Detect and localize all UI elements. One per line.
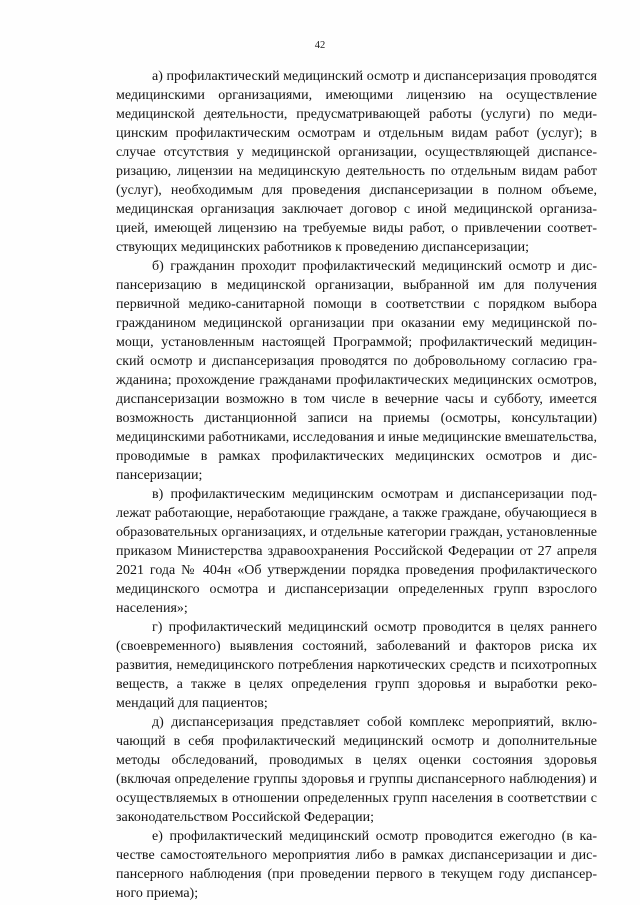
paragraph-a: а) профилактический медицинский осмотр и диспансеризация проводятся медицинскими организациями, имеющими лицензию на осуществление медицинской деятельности, предусматривающей работы (услуги) по медицинским профилактическим осмотрам и отдельным видам работ (услуг); в случае отсутствия у медицинской организации, осуществляющей диспансеризацию, лицензии на медицинскую деятельность по отдельным видам работ (услуг), необходимым для проведения диспансеризации в полном объеме, медицинская организация заключает договор с иной медицинской организацией, имеющей лицензию на требуемые виды работ, о привлечении соответствующих медицинских работников к проведению диспансеризации; xyxy=(116,69,597,255)
paragraph-d: д) диспансеризация представляет собой комплекс мероприятий, включающий в себя профилактический медицинский осмотр и дополнительные методы обследований, проводимых в целях оценки состояния здоровья (включая определение группы здоровья и группы диспансерного наблюдения) и осуществляемых в отношении определенных групп населения в соответствии с законодательством Российской Федерации; xyxy=(116,715,597,825)
page-number: 42 xyxy=(314,40,326,51)
paragraph-e: е) профилактический медицинский осмотр проводится ежегодно (в качестве самостоятельного мероприятия либо в рамках диспансеризации и диспансерного наблюдения (при проведении первого в текущем году диспансерного приема); xyxy=(116,829,597,901)
paragraph-g: г) профилактический медицинский осмотр проводится в целях раннего (своевременного) выявления состояний, заболеваний и факторов риска их развития, немедицинского потребления наркотических средств и психотропных веществ, а также в целях определения групп здоровья и выработки рекомендаций для пациентов; xyxy=(116,620,597,711)
document-body xyxy=(116,67,597,903)
paragraph-b: б) гражданин проходит профилактический медицинский осмотр и диспансеризацию в медицинской организации, выбранной им для получения первичной медико-санитарной помощи в соответствии с порядком выбора гражданином медицинской организации при оказании ему медицинской помощи, установленным настоящей Программой; профилактический медицинский осмотр и диспансеризация проводятся по добровольному согласию гражданина; прохождение гражданами профилактических медицинских осмотров, диспансеризации возможно в том числе в вечерние часы и субботу, имеется возможность дистанционной записи на приемы (осмотры, консультации) медицинскими работниками, исследования и иные медицинские вмешательства, проводимые в рамках профилактических медицинских осмотров и диспансеризации; xyxy=(116,259,597,483)
paragraph-v: в) профилактическим медицинским осмотрам и диспансеризации подлежат работающие, неработающие граждане, а также граждане, обучающиеся в образовательных организациях, и отдельные категории граждан, установленные приказом Министерства здравоохранения Российской Федерации от 27 апреля 2021 года № 404н «Об утверждении порядка проведения профилактического медицинского осмотра и диспансеризации определенных групп взрослого населения»; xyxy=(116,487,597,616)
